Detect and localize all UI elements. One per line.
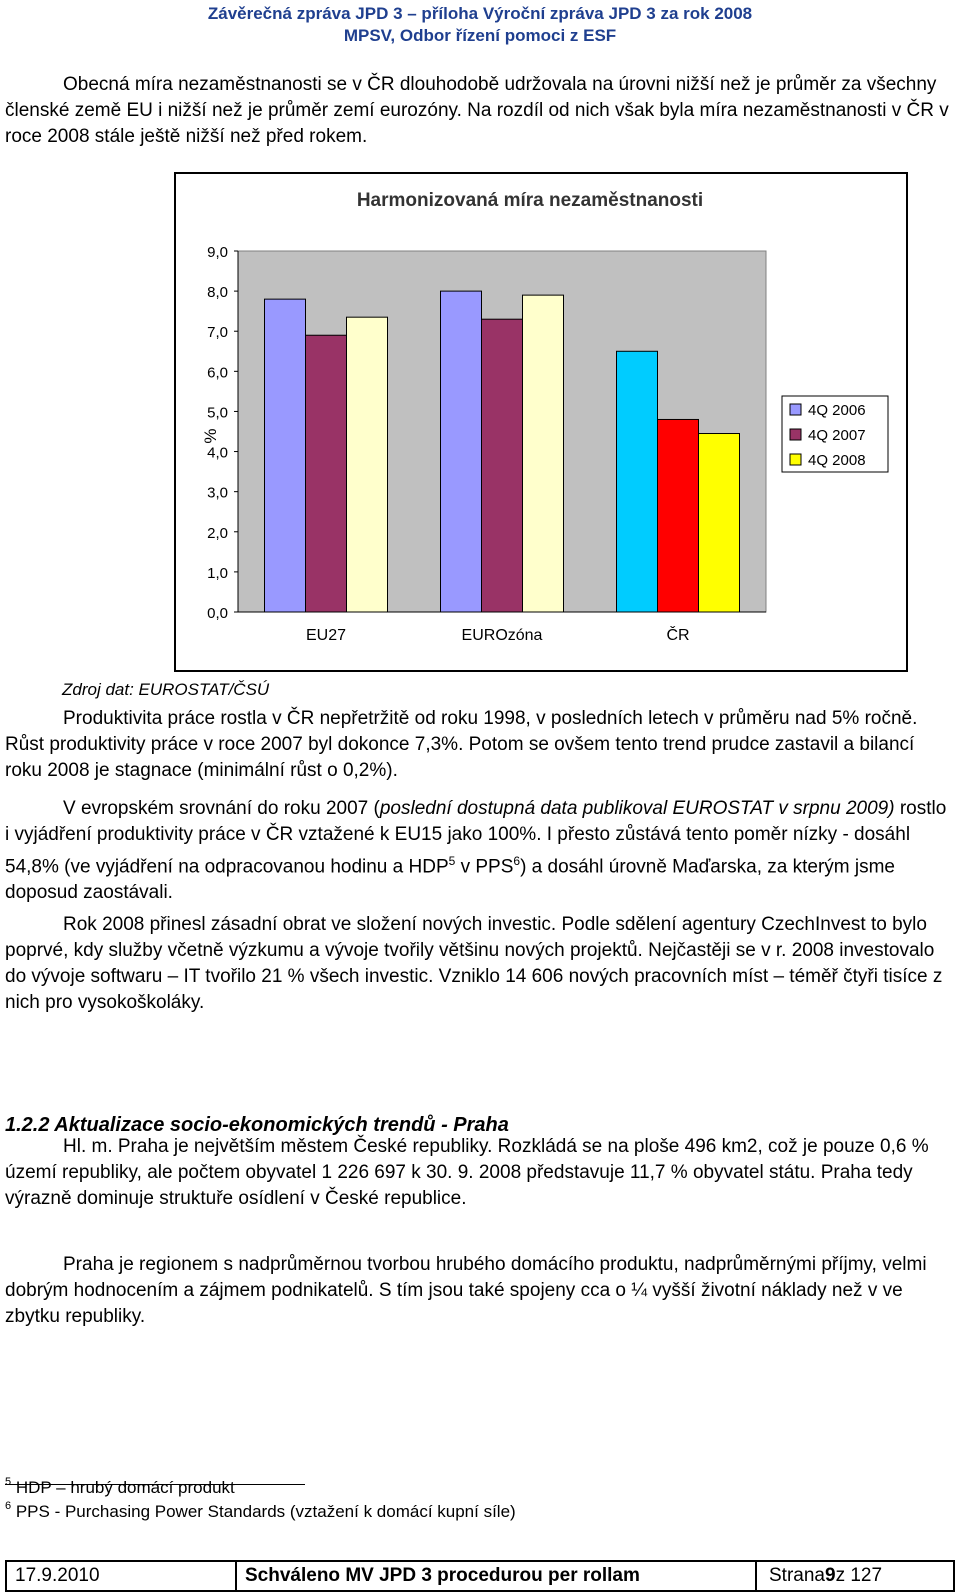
footer-approval: Schváleno MV JPD 3 procedurou per rollam <box>237 1562 757 1590</box>
bar-eurozóna-2 <box>523 295 564 612</box>
x-tick-label: EU27 <box>305 627 347 644</box>
footer-page-total: z 127 <box>835 1565 883 1586</box>
y-tick-label: 3,0 <box>207 484 228 502</box>
y-tick-label: 9,0 <box>207 244 228 261</box>
bar-čr-0 <box>617 351 658 612</box>
unemployment-chart <box>174 172 908 672</box>
y-axis-label: % <box>201 428 220 444</box>
intro-paragraph: Obecná míra nezaměstnanosti se v ČR dlouhodobě udržovala na úrovni nižší než je průměr za všechny členské země EU i nižší než je průměr zemí eurozóny. Na rozdíl od nich však byla míra nezaměstnanosti v ČR v roce 2008 stále ještě nižší než před rokem. <box>5 74 949 147</box>
y-tick-label: 6,0 <box>207 364 228 382</box>
p2-end: ) a dosáhl úrovně Maďarska, za kterým jsme doposud zaostávali. <box>5 856 896 904</box>
bar-eu27-2 <box>347 317 388 612</box>
paragraph-investments: Rok 2008 přinesl zásadní obrat ve složení nových investic. Podle sdělení agentury CzechInvest to bylo poprvé, kdy služby včetně výzkumu a vývoje tvořily většinu nových projektů. Nejčastěji se v r. 2008 investovalo do vývoje softwaru – IT tvořilo 21 % všech investic. Vzniklo 14 606 nových pracovních míst – téměř čtyři tisíce z nich pro vysokoškoláky. <box>5 914 943 1013</box>
bar-eu27-1 <box>306 335 347 612</box>
footnote-6-num: 6 <box>5 1500 12 1512</box>
footer-page-label: Strana <box>769 1565 825 1586</box>
x-tick-label: EUROzóna <box>461 627 543 644</box>
paragraph-eu-comparison <box>5 796 955 906</box>
y-tick-label: 4,0 <box>207 444 228 462</box>
y-tick-label: 8,0 <box>207 284 228 302</box>
chart-svg <box>176 174 906 670</box>
section-heading: 1.2.2 Aktualizace socio-ekonomických trendů - Praha <box>5 1114 509 1136</box>
legend-entry: 4Q 2008 <box>808 452 866 469</box>
legend-swatch <box>790 429 801 440</box>
y-tick-label: 1,0 <box>207 564 228 582</box>
legend-entry: 4Q 2007 <box>808 427 866 444</box>
paragraph-praha-1: Hl. m. Praha je největším městem České republiky. Rozkládá se na ploše 496 km2, což je pouze 0,6 % území republiky, ale počtem obyvatel 1 226 697 k 30. 9. 2008 představuje 11,7 % obyvatel státu. Praha tedy výrazně dominuje struktuře osídlení v České republice. <box>5 1136 929 1209</box>
footnote-6-text: PPS - Purchasing Power Standards (vztažení k domácí kupní síle) <box>11 1502 516 1521</box>
y-tick-label: 7,0 <box>207 324 228 342</box>
footer-date: 17.9.2010 <box>7 1562 237 1590</box>
legend-entry: 4Q 2006 <box>808 402 866 419</box>
y-tick-label: 2,0 <box>207 524 228 542</box>
header-line-1: Závěrečná zpráva JPD 3 – příloha Výroční zpráva JPD 3 za rok 2008 <box>207 4 753 23</box>
footnote-5-num: 5 <box>5 1476 12 1488</box>
bar-eu27-0 <box>265 299 306 612</box>
y-tick-label: 5,0 <box>207 404 228 422</box>
page-footer <box>5 1560 955 1592</box>
paragraph-productivity: Produktivita práce rostla v ČR nepřetržitě od roku 1998, v posledních letech v průměru nad 5% ročně. Růst produktivity práce v roce 2007 byl dokonce 7,3%. Potom se ovšem tento trend prudce zastavil a bilancí roku 2008 je stagnace (minimální růst o 0,2%). <box>5 708 918 781</box>
bar-eurozóna-1 <box>482 319 523 612</box>
footnote-6 <box>5 1502 516 1522</box>
bar-čr-2 <box>699 434 740 612</box>
footnote-ref-6: 6 <box>513 854 521 868</box>
x-tick-label: ČR <box>666 627 690 644</box>
chart-title: Harmonizovaná míra nezaměstnanosti <box>356 190 704 211</box>
footnote-5 <box>5 1478 235 1498</box>
footer-page-number: 9 <box>824 1565 836 1586</box>
bar-čr-1 <box>658 419 699 612</box>
footnote-ref-5: 5 <box>448 854 456 868</box>
p2-italic: poslední dostupná data publikoval EUROSTAT v srpnu 2009) <box>379 798 895 819</box>
legend-swatch <box>790 404 801 415</box>
legend-swatch <box>790 454 801 465</box>
footer-page <box>757 1562 953 1590</box>
p2-start: V evropském srovnání do roku 2007 ( <box>63 798 380 819</box>
header-line-2: MPSV, Odbor řízení pomoci z ESF <box>343 26 617 45</box>
source-note: Zdroj dat: EUROSTAT/ČSÚ <box>62 680 270 699</box>
paragraph-praha-2: Praha je regionem s nadprůměrnou tvorbou hrubého domácího produktu, nadprůměrnými příjmy, velmi dobrým hodnocením a zájmem podnikatelů. S tím jsou také spojeny cca o ¼ vyšší životní náklady než v ve zbytku republiky. <box>5 1254 927 1327</box>
bar-eurozóna-0 <box>441 291 482 612</box>
footnote-5-text: HDP – hrubý domácí produkt <box>11 1478 235 1497</box>
p2-mid2: v PPS <box>455 856 514 878</box>
y-tick-label: 0,0 <box>207 605 228 622</box>
p2-mid: rostlo i vyjádření produktivity práce v ČR vztažené k EU15 jako 100%. I přesto zůstává tento poměr nízky - dosáhl 54,8% (ve vyjádření na odpracovanou hodinu a HDP <box>5 798 947 878</box>
